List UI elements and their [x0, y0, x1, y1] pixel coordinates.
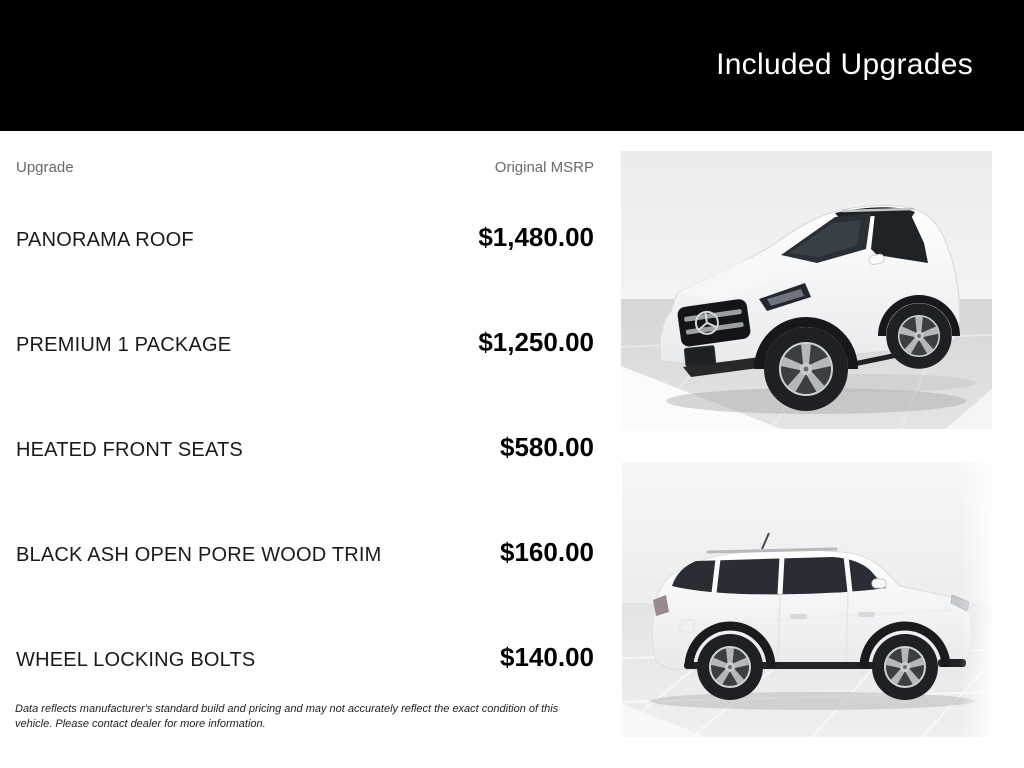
vehicle-photo-side-profile — [622, 462, 993, 737]
header-bar — [0, 0, 1024, 131]
upgrade-msrp: $140.00 — [500, 642, 594, 672]
column-header-upgrade: Upgrade — [16, 159, 74, 176]
column-header-msrp: Original MSRP — [494, 159, 594, 176]
upgrade-name: PREMIUM 1 PACKAGE — [16, 334, 232, 356]
upgrade-name: WHEEL LOCKING BOLTS — [16, 649, 256, 671]
table-row — [16, 434, 594, 460]
upgrade-name: PANORAMA ROOF — [16, 229, 194, 251]
upgrade-msrp: $160.00 — [500, 537, 594, 567]
vehicle-front-illustration — [621, 151, 992, 429]
upgrade-msrp: $1,250.00 — [478, 327, 594, 357]
vehicle-side-illustration — [622, 462, 993, 737]
upgrade-msrp: $1,480.00 — [478, 222, 594, 252]
upgrade-msrp: $580.00 — [500, 432, 594, 462]
table-row — [16, 329, 594, 355]
disclaimer-text: Data reflects manufacturer's standard build and pricing and may not accurately reflect the exact condition of this vehicle. Please contact dealer for more information. — [15, 703, 559, 730]
table-row — [16, 224, 594, 250]
vehicle-photo-front-quarter — [621, 151, 992, 429]
table-row — [16, 644, 594, 670]
table-header-row — [16, 158, 594, 178]
upgrade-name: BLACK ASH OPEN PORE WOOD TRIM — [16, 544, 382, 566]
table-row — [16, 539, 594, 565]
upgrade-name: HEATED FRONT SEATS — [16, 439, 243, 461]
page-title: Included Upgrades — [716, 48, 973, 81]
